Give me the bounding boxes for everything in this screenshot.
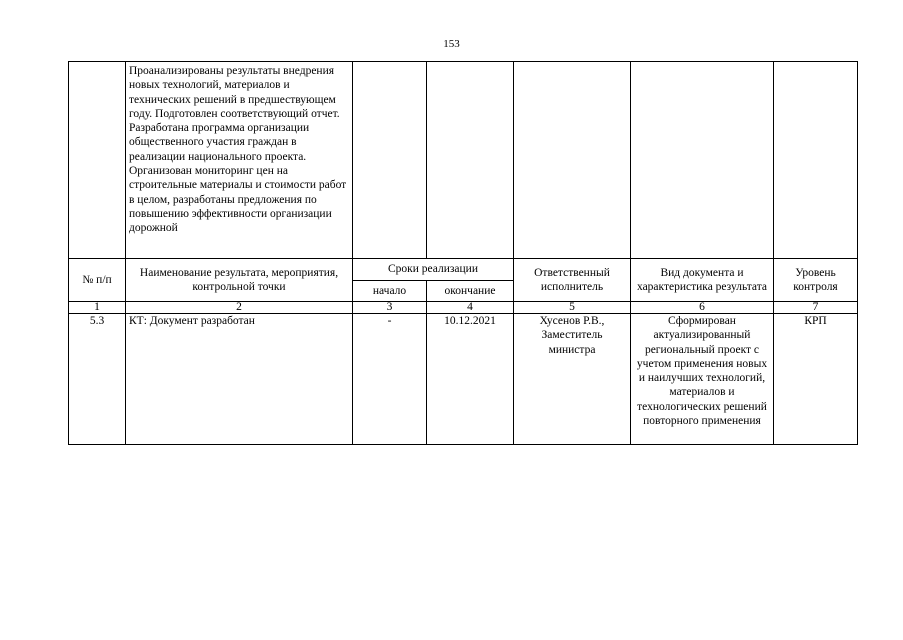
- cont-cell-3: [353, 62, 427, 259]
- header-start: начало: [353, 281, 427, 302]
- header-num: № п/п: [69, 259, 126, 302]
- row-num: 5.3: [69, 314, 126, 445]
- row-responsible: Хусенов Р.В., Заместитель министра: [514, 314, 631, 445]
- row-name: КТ: Документ разработан: [126, 314, 353, 445]
- table-row: [69, 314, 858, 445]
- cont-cell-2: [126, 62, 353, 259]
- header-control: Уровень контроля: [774, 259, 858, 302]
- column-number: 5: [514, 302, 631, 314]
- column-number: 6: [631, 302, 774, 314]
- page-number: 153: [443, 38, 460, 50]
- header-end: окончание: [427, 281, 514, 302]
- cont-cell-4: [427, 62, 514, 259]
- header-doc-type: Вид документа и характеристика результата: [631, 259, 774, 302]
- column-number: 1: [69, 302, 126, 314]
- plan-table: [68, 61, 858, 445]
- cont-cell-6: [631, 62, 774, 259]
- column-number: 2: [126, 302, 353, 314]
- row-start: -: [353, 314, 427, 445]
- row-doc: Сформирован актуализированный региональный проект с учетом применения новых и наилучших технологий, материалов и технологических решений повторного применения: [631, 314, 774, 445]
- continuation-row: [69, 62, 858, 259]
- continuation-text: Проанализированы результаты внедрения новых технологий, материалов и технических решений в предшествующем году. Подготовлен соответствующий отчет. Разработана программа организации общественного участия граждан в реализации национального проекта. Организован мониторинг цен на строительные материалы и стоимости работ в целом, разработаны предложения по повышению эффективности организации дорожной: [129, 65, 347, 235]
- header-name: Наименование результата, мероприятия, контрольной точки: [126, 259, 353, 302]
- row-control: КРП: [774, 314, 858, 445]
- cont-cell-5: [514, 62, 631, 259]
- column-number: 7: [774, 302, 858, 314]
- column-number: 4: [427, 302, 514, 314]
- row-end: 10.12.2021: [427, 314, 514, 445]
- column-number-row: [69, 302, 858, 314]
- column-number: 3: [353, 302, 427, 314]
- header-row-1: [69, 259, 858, 281]
- header-period: Сроки реализации: [353, 259, 514, 281]
- cont-cell-7: [774, 62, 858, 259]
- header-responsible: Ответственный исполнитель: [514, 259, 631, 302]
- cont-cell-1: [69, 62, 126, 259]
